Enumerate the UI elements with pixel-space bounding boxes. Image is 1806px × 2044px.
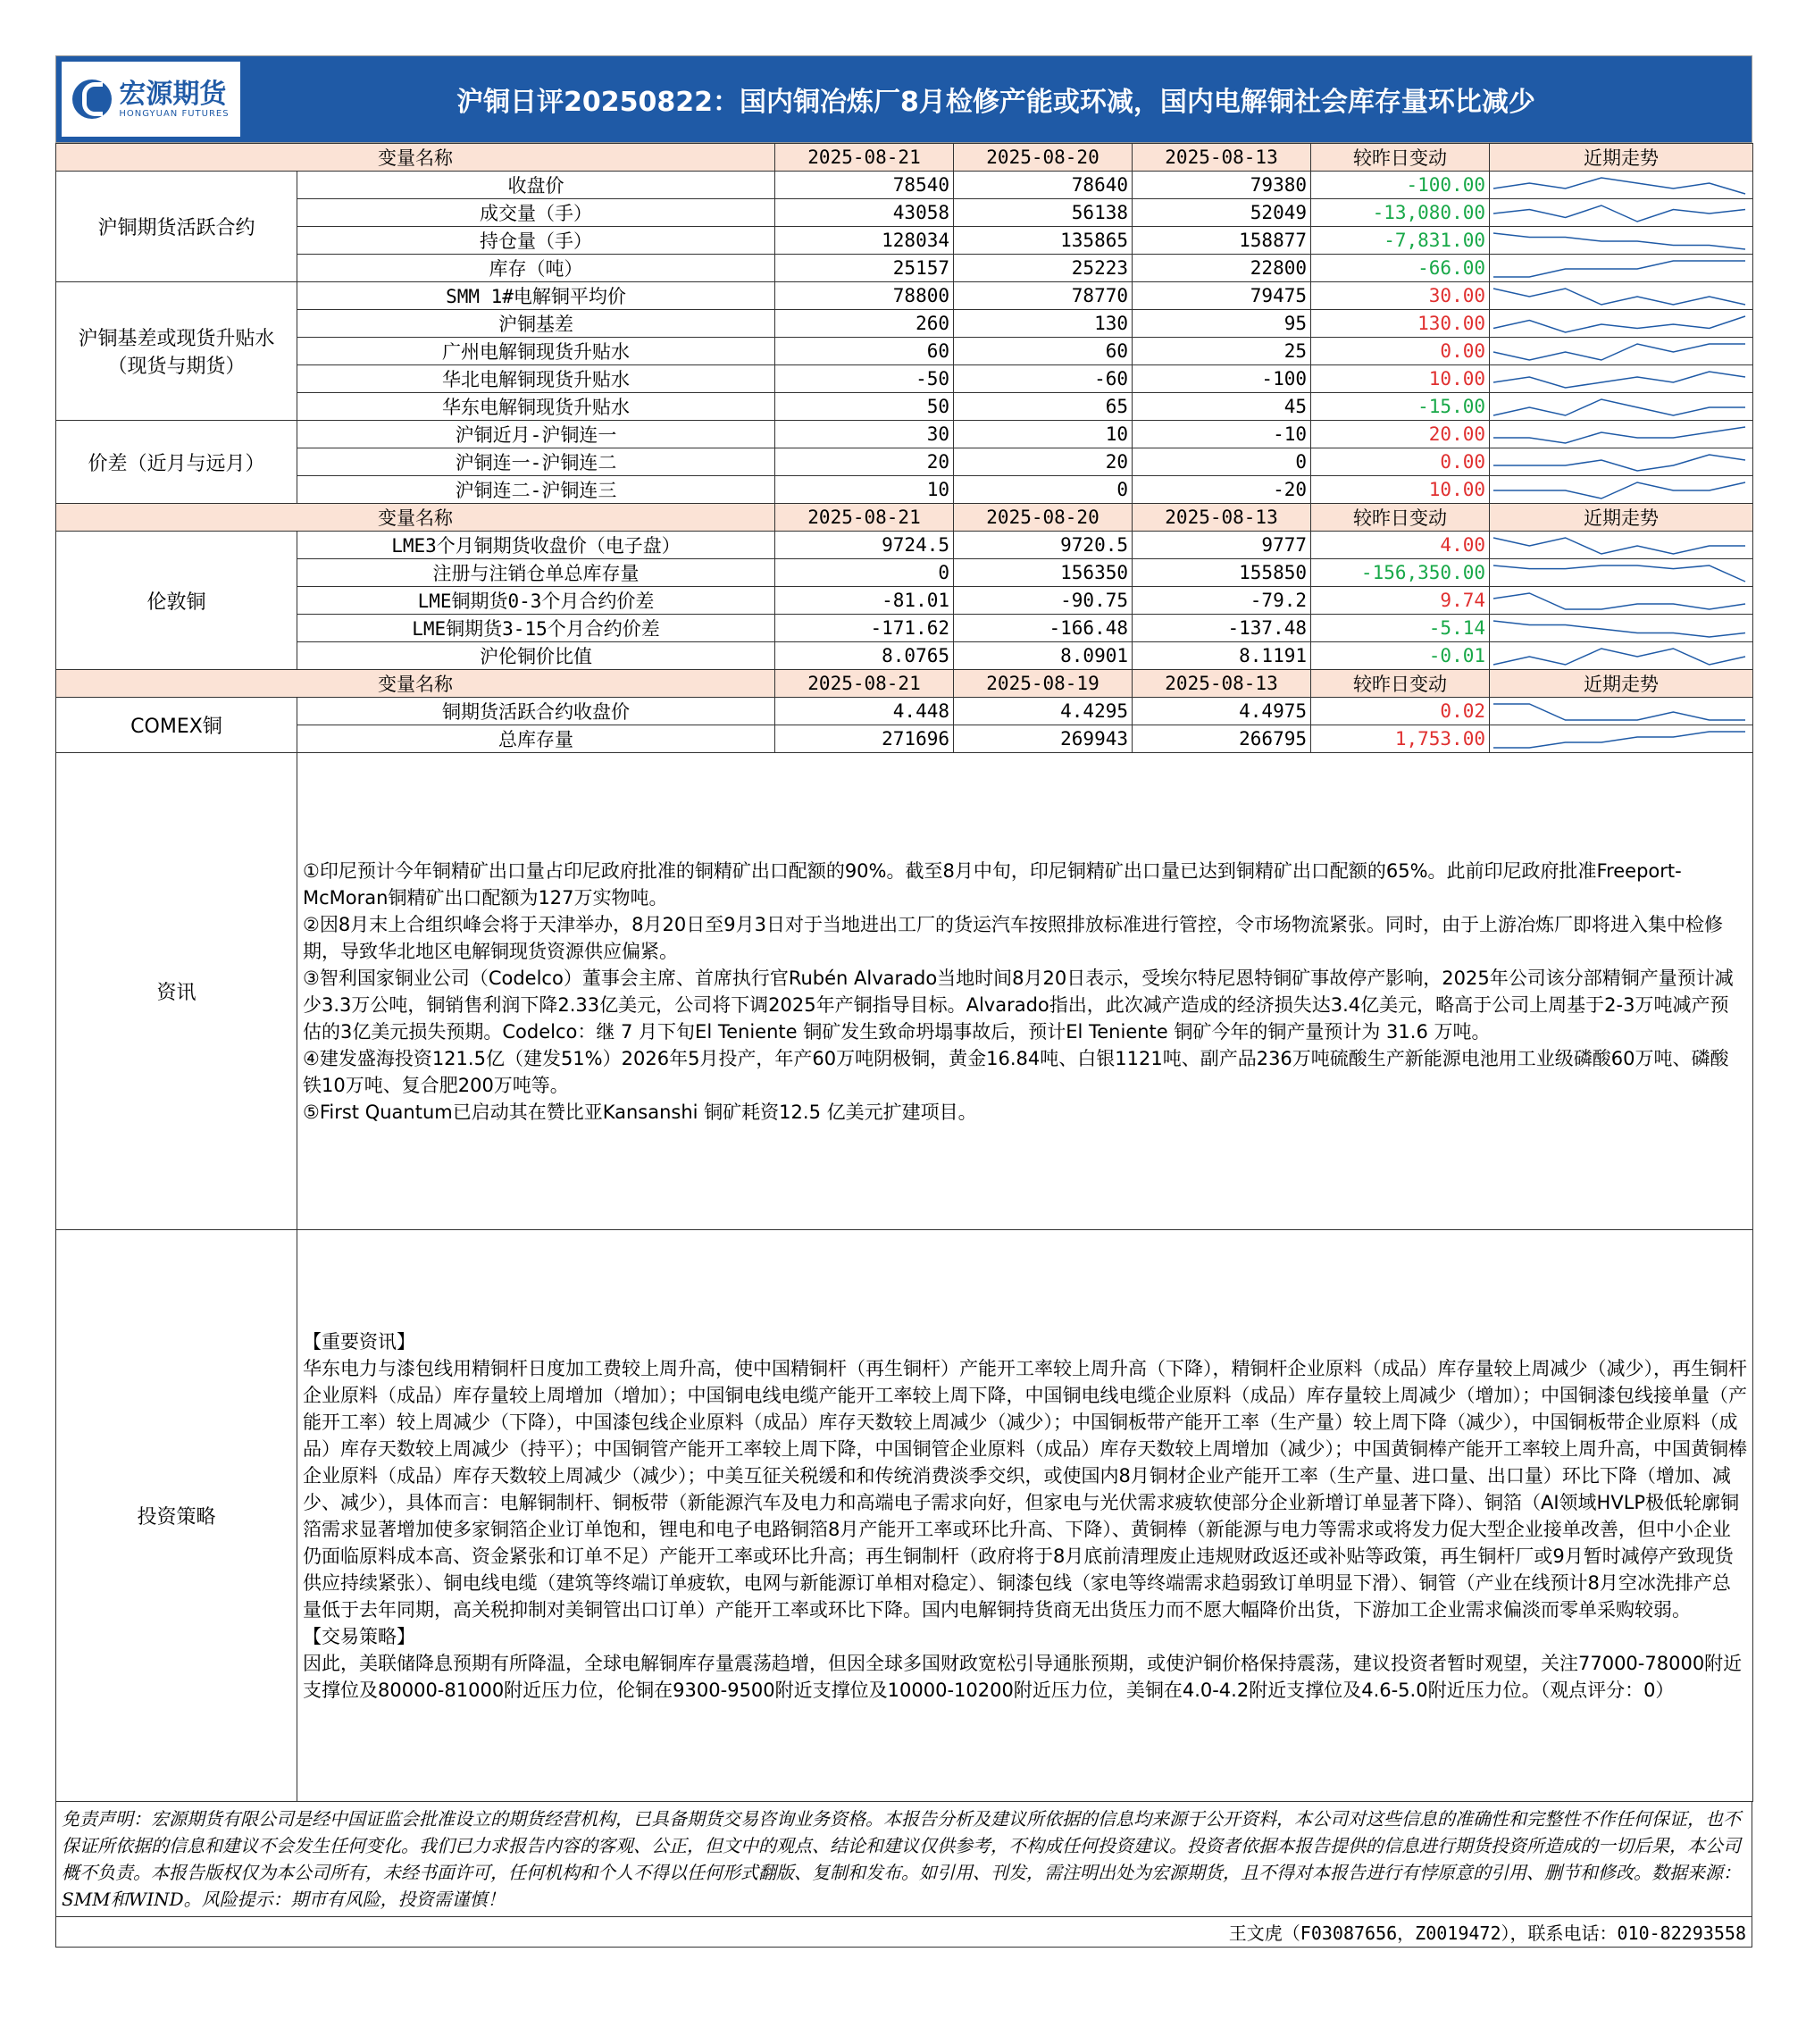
trend-sparkline [1490,310,1753,338]
change-cell: -13,080.00 [1311,199,1490,227]
sparkline-svg [1490,726,1749,751]
variable-name: 铜期货活跃合约收盘价 [297,698,775,725]
value-cell: 155850 [1133,559,1311,587]
change-cell: 10.00 [1311,476,1490,504]
value-cell: 43058 [775,199,954,227]
value-cell: 8.0765 [775,642,954,670]
variable-name: 收盘价 [297,172,775,199]
variable-name: 库存（吨） [297,255,775,282]
value-cell: 158877 [1133,227,1311,255]
column-header: 2025-08-21 [775,504,954,532]
table-row [56,421,1753,448]
change-cell: -0.01 [1311,642,1490,670]
variable-name: 华北电解铜现货升贴水 [297,365,775,393]
sparkline-line [1493,538,1745,554]
analyst-contact: 王文虎（F03087656，Z0019472），联系电话：010-82293558 [55,1917,1752,1948]
table-row [56,476,1753,504]
trend-sparkline [1490,199,1753,227]
value-cell: 269943 [954,725,1133,753]
sparkline-line [1493,455,1745,471]
strategy-heading-news: 【重要资讯】 [303,1330,415,1353]
trend-sparkline [1490,393,1753,421]
variable-name: 成交量（手） [297,199,775,227]
change-cell: 0.02 [1311,698,1490,725]
value-cell: 8.1191 [1133,642,1311,670]
sparkline-line [1493,732,1745,748]
column-header: 2025-08-13 [1133,670,1311,698]
value-cell: 25 [1133,338,1311,365]
sparkline-svg [1490,422,1749,447]
sparkline-line [1493,178,1745,194]
value-cell: 78540 [775,172,954,199]
value-cell: 9720.5 [954,532,1133,559]
group-label: 沪铜期货活跃合约 [56,172,297,282]
variable-name: 沪铜近月-沪铜连一 [297,421,775,448]
sparkline-line [1493,372,1745,388]
sparkline-svg [1490,228,1749,253]
variable-name: 广州电解铜现货升贴水 [297,338,775,365]
change-cell: -5.14 [1311,615,1490,642]
sparkline-line [1493,621,1745,637]
variable-name: 沪伦铜价比值 [297,642,775,670]
sparkline-svg [1490,588,1749,613]
sparkline-svg [1490,394,1749,419]
sparkline-line [1493,649,1745,665]
table-row [56,282,1753,310]
sparkline-line [1493,205,1745,222]
value-cell: -81.01 [775,587,954,615]
group-label: 伦敦铜 [56,532,297,670]
trend-sparkline [1490,725,1753,753]
sparkline-line [1493,344,1745,360]
sparkline-svg [1490,200,1749,225]
news-item: ⑤First Quantum已启动其在赞比亚Kansanshi 铜矿耗资12.5 亿美元扩建项目。 [303,1101,977,1123]
logo-name-cn: 宏源期货 [119,78,227,110]
value-cell: 50 [775,393,954,421]
sparkline-svg [1490,477,1749,502]
variable-name: LME3个月铜期货收盘价（电子盘） [297,532,775,559]
news-item: ②因8月末上合组织峰会将于天津举办，8月20日至9月3日对于当地进出工厂的货运汽车按照排放标准进行管控，令市场物流紧张。同时，由于上游冶炼厂即将进入集中检修期，导致华北地区电解铜现货资源供应偏紧。 [303,913,1723,962]
sparkline-svg [1490,311,1749,336]
news-label: 资讯 [56,753,297,1230]
value-cell: 0 [954,476,1133,504]
group-label: 沪铜基差或现货升贴水（现货与期货） [56,282,297,421]
column-header: 较昨日变动 [1311,144,1490,172]
value-cell: 0 [775,559,954,587]
change-cell: 9.74 [1311,587,1490,615]
sparkline-svg [1490,449,1749,474]
table-row [56,227,1753,255]
trend-sparkline [1490,587,1753,615]
value-cell: 78800 [775,282,954,310]
group-label: 价差（近月与远月） [56,421,297,504]
trend-sparkline [1490,172,1753,199]
sparkline-line [1493,427,1745,443]
table-header-row [56,504,1753,532]
value-cell: -166.48 [954,615,1133,642]
sparkline-svg [1490,616,1749,641]
sparkline-line [1493,399,1745,415]
value-cell: 45 [1133,393,1311,421]
value-cell: 10 [954,421,1133,448]
column-header: 2025-08-19 [954,670,1133,698]
value-cell: -137.48 [1133,615,1311,642]
sparkline-svg [1490,643,1749,668]
group-label: COMEX铜 [56,698,297,753]
sparkline-svg [1490,560,1749,585]
value-cell: 25223 [954,255,1133,282]
value-cell: 156350 [954,559,1133,587]
table-row [56,393,1753,421]
value-cell: 79475 [1133,282,1311,310]
variable-name: 总库存量 [297,725,775,753]
change-cell: 0.00 [1311,448,1490,476]
report-header [55,55,1752,143]
value-cell: 65 [954,393,1133,421]
strategy-content [297,1230,1753,1802]
sparkline-svg [1490,283,1749,308]
value-cell: 266795 [1133,725,1311,753]
column-header: 较昨日变动 [1311,504,1490,532]
sparkline-line [1493,704,1745,720]
disclaimer: 免责声明：宏源期货有限公司是经中国证监会批准设立的期货经营机构，已具备期货交易咨询业务资格。本报告分析及建议所依据的信息均来源于公开资料，本公司对这些信息的准确性和完整性不作任何保证，也不保证所依据的信息和建议不会发生任何变化。我们已力求报告内容的客观、公正，但文中的观点、结论和建议仅供参考，不构成任何投资建议。投资者依据本报告提供的信息进行期货投资所造成的一切后果，本公司概不负责。本报告版权仅为本公司所有，未经书面许可，任何机构和个人不得以任何形式翻版、复制和发布。如引用、刊发，需注明出处为宏源期货，且不得对本报告进行有悖原意的引用、删节和修改。数据来源：SMM和WIND。风险提示：期市有风险，投资需谨慎！ [55,1802,1752,1917]
value-cell: 60 [954,338,1133,365]
table-row [56,310,1753,338]
value-cell: -20 [1133,476,1311,504]
table-header-row [56,144,1753,172]
change-cell: -156,350.00 [1311,559,1490,587]
trend-sparkline [1490,476,1753,504]
sparkline-line [1493,565,1745,582]
value-cell: -50 [775,365,954,393]
column-header: 变量名称 [56,670,775,698]
value-cell: 20 [954,448,1133,476]
variable-name: 沪铜基差 [297,310,775,338]
value-cell: 56138 [954,199,1133,227]
value-cell: 20 [775,448,954,476]
column-header: 近期走势 [1490,504,1753,532]
trend-sparkline [1490,615,1753,642]
trend-sparkline [1490,227,1753,255]
value-cell: -100 [1133,365,1311,393]
variable-name: LME铜期货0-3个月合约价差 [297,587,775,615]
change-cell: 30.00 [1311,282,1490,310]
trend-sparkline [1490,338,1753,365]
table-row [56,559,1753,587]
strategy-heading-trade: 【交易策略】 [303,1625,415,1647]
value-cell: 4.448 [775,698,954,725]
trend-sparkline [1490,642,1753,670]
column-header: 近期走势 [1490,144,1753,172]
change-cell: 20.00 [1311,421,1490,448]
change-cell: 4.00 [1311,532,1490,559]
value-cell: 128034 [775,227,954,255]
sparkline-svg [1490,172,1749,197]
trend-sparkline [1490,255,1753,282]
trend-sparkline [1490,421,1753,448]
change-cell: -15.00 [1311,393,1490,421]
table-row [56,532,1753,559]
change-cell: -100.00 [1311,172,1490,199]
value-cell: 60 [775,338,954,365]
sparkline-svg [1490,256,1749,281]
table-row [56,365,1753,393]
trend-sparkline [1490,282,1753,310]
sparkline-svg [1490,339,1749,364]
change-cell: -7,831.00 [1311,227,1490,255]
sparkline-line [1493,233,1745,249]
table-header-row [56,670,1753,698]
value-cell: 79380 [1133,172,1311,199]
sparkline-line [1493,316,1745,332]
variable-name: 沪铜连二-沪铜连三 [297,476,775,504]
variable-name: 注册与注销仓单总库存量 [297,559,775,587]
news-item: ①印尼预计今年铜精矿出口量占印尼政府批准的铜精矿出口配额的90%。截至8月中旬，印尼铜精矿出口量已达到铜精矿出口配额的65%。此前印尼政府批准Freeport-McMoran铜精矿出口配额为127万实物吨。 [303,859,1682,909]
value-cell: -10 [1133,421,1311,448]
logo-mark-icon [72,80,112,119]
table-row [56,199,1753,227]
variable-name: SMM 1#电解铜平均价 [297,282,775,310]
change-cell: 130.00 [1311,310,1490,338]
strategy-row [56,1230,1753,1802]
value-cell: 260 [775,310,954,338]
table-row [56,587,1753,615]
column-header: 2025-08-21 [775,144,954,172]
trend-sparkline [1490,698,1753,725]
value-cell: 78770 [954,282,1133,310]
strategy-news-body: 华东电力与漆包线用精铜杆日度加工费较上周升高，使中国精铜杆（再生铜杆）产能开工率较上周升高（下降），精铜杆企业原料（成品）库存量较上周减少（减少），再生铜杆企业原料（成品）库存量较上周增加（增加）；中国铜电线电缆产能开工率较上周下降，中国铜电线电缆企业原料（成品）库存量较上周减少（增加）；中国铜漆包线接单量（产能开工率）较上周减少（下降），中国漆包线企业原料（成品）库存天数较上周减少（减少）；中国铜板带产能开工率（生产量）较上周下降（减少），中国铜板带企业原料（成品）库存天数较上周减少（持平）；中国铜管产能开工率较上周下降，中国铜管企业原料（成品）库存天数较上周增加（减少）；中国黄铜棒产能开工率较上周升高，中国黄铜棒企业原料（成品）库存天数较上周减少（减少）；中美互征关税缓和和传统消费淡季交织，或使国内8月铜材企业产能开工率（生产量、进口量、出口量）环比下降（增加、减少、减少），具体而言：电解铜制杆、铜板带（新能源汽车及电力和高端电子需求向好，但家电与光伏需求疲软使部分企业新增订单显著下降）、铜箔（AI领域HVLP极低轮廓铜箔需求显著增加使多家铜箔企业订单饱和，锂电和电子电路铜箔8月产能开工率或环比升高、下降）、黄铜棒（新能源与电力等需求或将发力促大型企业接单改善，但中小企业仍面临原料成本高、资金紧张和订单不足）产能开工率或环比升高；再生铜制杆（政府将于8月底前清理废止违规财政返还或补贴等政策，再生铜杆厂或9月暂时减停产致现货供应持续紧张）、铜电线电缆（建筑等终端订单疲软，电网与新能源订单相对稳定）、铜漆包线（家电等终端需求趋弱致订单明显下滑）、铜管（产业在线预计8月空冰洗排产总量低于去年同期，高关税抑制对美铜管出口订单）产能开工率或环比下降。国内电解铜持货商无出货压力而不愿大幅降价出货，下游加工企业需求偏淡而零单采购较弱。 [303,1357,1747,1621]
table-row [56,725,1753,753]
trend-sparkline [1490,559,1753,587]
news-item: ④建发盛海投资121.5亿（建发51%）2026年5月投产，年产60万吨阴极铜，黄金16.84吨、白银1121吨、副产品236万吨硫酸生产新能源电池用工业级磷酸60万吨、磷酸铁10万吨、复合肥200万吨等。 [303,1047,1729,1096]
sparkline-svg [1490,366,1749,391]
news-row [56,753,1753,1230]
table-row [56,698,1753,725]
column-header: 2025-08-20 [954,504,1133,532]
sparkline-line [1493,289,1745,305]
variable-name: 华东电解铜现货升贴水 [297,393,775,421]
variable-name: 沪铜连一-沪铜连二 [297,448,775,476]
sparkline-svg [1490,699,1749,724]
table-row [56,615,1753,642]
column-header: 2025-08-13 [1133,504,1311,532]
table-row [56,448,1753,476]
value-cell: 95 [1133,310,1311,338]
variable-name: LME铜期货3-15个月合约价差 [297,615,775,642]
value-cell: 10 [775,476,954,504]
value-cell: 4.4295 [954,698,1133,725]
change-cell: 10.00 [1311,365,1490,393]
value-cell: 135865 [954,227,1133,255]
value-cell: -79.2 [1133,587,1311,615]
value-cell: 52049 [1133,199,1311,227]
change-cell: 0.00 [1311,338,1490,365]
trend-sparkline [1490,365,1753,393]
report-sheet [55,55,1752,1948]
value-cell: 4.4975 [1133,698,1311,725]
value-cell: -60 [954,365,1133,393]
strategy-trade-body: 因此，美联储降息预期有所降温，全球电解铜库存量震荡趋增，但因全球多国财政宽松引导通胀预期，或使沪铜价格保持震荡，建议投资者暂时观望，关注77000-78000附近支撑位及80000-81000附近压力位，伦铜在9300-9500附近支撑位及10000-10200附近压力位，美铜在4.0-4.2附近支撑位及4.6-5.0附近压力位。（观点评分：0） [303,1652,1743,1701]
news-content [297,753,1753,1230]
column-header: 变量名称 [56,504,775,532]
value-cell: 22800 [1133,255,1311,282]
logo-name-en: HONGYUAN FUTURES [119,108,230,119]
column-header: 2025-08-21 [775,670,954,698]
value-cell: 30 [775,421,954,448]
table-row [56,255,1753,282]
value-cell: 271696 [775,725,954,753]
column-header: 变量名称 [56,144,775,172]
sparkline-line [1493,482,1745,498]
trend-sparkline [1490,532,1753,559]
column-header: 2025-08-20 [954,144,1133,172]
trend-sparkline [1490,448,1753,476]
sparkline-line [1493,261,1745,277]
value-cell: 9777 [1133,532,1311,559]
column-header: 2025-08-13 [1133,144,1311,172]
change-cell: 1,753.00 [1311,725,1490,753]
news-item: ③智利国家铜业公司（Codelco）董事会主席、首席执行官Rubén Alvarado当地时间8月20日表示，受埃尔特尼恩特铜矿事故停产影响，2025年公司该分部精铜产量预计减少3.3万公吨，铜销售利润下降2.33亿美元，公司将下调2025年产铜指导目标。Alvarado指出，此次减产造成的经济损失达3.4亿美元，略高于公司上周基于2-3万吨减产预估的3亿美元损失预期。Codelco：继 7 月下旬El Teniente 铜矿发生致命坍塌事故后，预计El Teniente 铜矿今年的铜产量预计为 31.6 万吨。 [303,967,1734,1043]
value-cell: 8.0901 [954,642,1133,670]
report-title: 沪铜日评20250822：国内铜冶炼厂8月检修产能或环减，国内电解铜社会库存量环比减少 [456,87,1535,118]
value-cell: 78640 [954,172,1133,199]
sparkline-svg [1490,532,1749,557]
value-cell: 0 [1133,448,1311,476]
sparkline-line [1493,593,1745,609]
value-cell: 25157 [775,255,954,282]
market-data-table [55,143,1753,1802]
column-header: 较昨日变动 [1311,670,1490,698]
table-row [56,642,1753,670]
value-cell: -90.75 [954,587,1133,615]
variable-name: 持仓量（手） [297,227,775,255]
value-cell: 9724.5 [775,532,954,559]
value-cell: -171.62 [775,615,954,642]
change-cell: -66.00 [1311,255,1490,282]
table-row [56,172,1753,199]
table-row [56,338,1753,365]
strategy-label: 投资策略 [56,1230,297,1802]
value-cell: 130 [954,310,1133,338]
company-logo [62,62,240,137]
column-header: 近期走势 [1490,670,1753,698]
